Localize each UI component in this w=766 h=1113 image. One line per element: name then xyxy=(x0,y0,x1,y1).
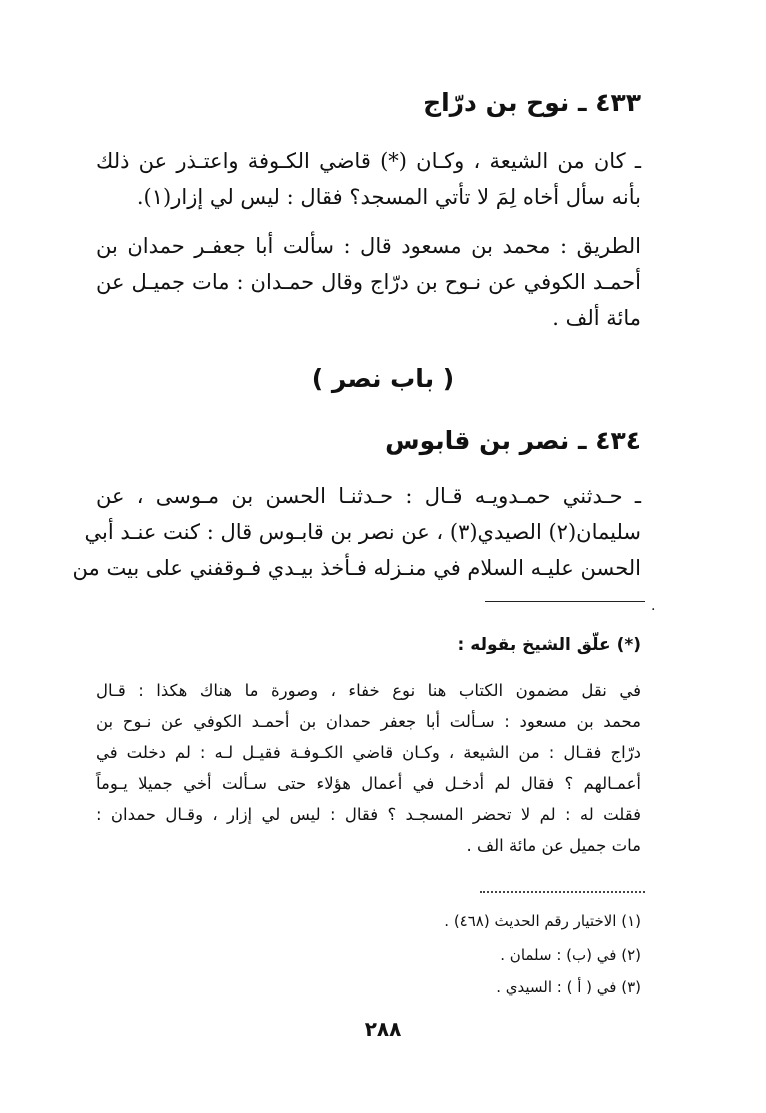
text-line: أحمـد الكوفي عن نـوح بن درّاج وقال حمـدان : مات جميـل عن xyxy=(96,270,641,294)
note-body xyxy=(96,675,641,861)
text-line: بأنه سأل أخاه لِمَ لا تأتي المسجد؟ فقال : ليس لي إزار(١). xyxy=(136,185,641,209)
entry-434-paragraph xyxy=(72,478,641,586)
footnote-3: (٣) في ( أ ) : السيدي . xyxy=(496,978,641,996)
entry-434-heading: ٤٣٤ ـ نصر بن قابوس xyxy=(385,426,641,455)
entry-433-paragraph-2 xyxy=(96,228,641,336)
section-heading: ( باب نصر ) xyxy=(311,364,455,393)
note-line: درّاج فقـال : من الشيعة ، وكـان قاضي الكـوفـة فقيـل لـه : لم دخلت في xyxy=(96,743,641,762)
text-line: ـ حـدثني حمـدويـه قـال : حـدثنـا الحسن بن مـوسى ، عن xyxy=(96,484,641,508)
note-heading: (*) علّق الشيخ بقوله : xyxy=(457,635,641,655)
note-line: أعمـالهم ؟ فقال لم أدخـل في أعمال هؤلاء حتى سـألت أخي جميلا يـوماً xyxy=(96,774,641,793)
note-line: فقلت له : لم لا تحضر المسجـد ؟ فقال : ليس لي إزار ، وقـال حمدان : xyxy=(96,805,641,824)
text-line: سليمان(٢) الصيدي(٣) ، عن نصر بن قابـوس قال : كنت عنـد أبي xyxy=(84,520,641,544)
footnote-separator xyxy=(485,601,645,602)
footnote-2: (٢) في (ب) : سلمان . xyxy=(500,946,641,964)
note-line: في نقل مضمون الكتاب هنا نوع خفاء ، وصورة ما هناك هكذا : قـال xyxy=(96,681,641,700)
dotted-separator xyxy=(480,891,645,893)
separator-dot: . xyxy=(651,598,656,614)
note-line: محمد بن مسعود : سـألت أبا جعفر حمدان بن أحمـد الكوفي عن نـوح بن xyxy=(96,712,641,731)
footnote-1: (١) الاختيار رقم الحديث (٤٦٨) . xyxy=(444,912,641,930)
note-line: مات جميل عن مائة الف . xyxy=(466,836,641,855)
text-line: ـ كان من الشيعة ، وكـان (*) قاضي الكـوفة واعتـذر عن ذلك xyxy=(96,149,641,173)
text-line: الحسن عليـه السلام في منـزله فـأخذ بيـدي فـوقفني على بيت من xyxy=(72,556,641,580)
entry-433-paragraph-1 xyxy=(96,143,641,215)
text-line: مائة ألف . xyxy=(552,306,641,330)
text-line: الطريق : محمد بن مسعود قال : سألت أبا جعفـر حمدان بن xyxy=(96,234,641,258)
entry-433-heading: ٤٣٣ ـ نوح بن درّاج xyxy=(423,88,641,117)
page-number: ٢٨٨ xyxy=(364,1017,402,1041)
